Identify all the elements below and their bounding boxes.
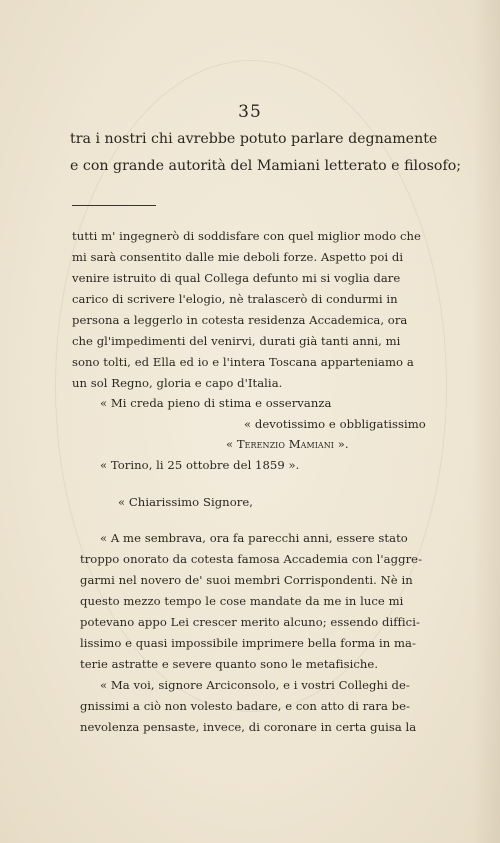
spine-shadow: [472, 0, 500, 843]
text-line: tra i nostri chi avrebbe potuto parlare degnamente: [70, 131, 438, 147]
text-line: nevolenza pensaste, invece, di coronare in certa guisa la: [80, 720, 417, 734]
text-line: « A me sembrava, ora fa parecchi anni, essere stato: [100, 531, 408, 545]
text-line: venire istruito di qual Collega defunto mi si voglia dare: [72, 271, 401, 285]
text-line: mi sarà consentito dalle mie deboli forze. Aspetto poi di: [72, 250, 404, 264]
text-line: « Ma voi, signore Arciconsolo, e i vostri Colleghi de-: [100, 678, 410, 692]
closing-line: « devotissimo e obbligatissimo: [244, 417, 426, 431]
text-line: che gl'impedimenti del venirvi, durati già tanti anni, mi: [72, 334, 401, 348]
text-line: garmi nel novero de' suoi membri Corrispondenti. Nè in: [80, 573, 413, 587]
text-line: sono tolti, ed Ella ed io e l'intera Toscana apparteniamo a: [72, 355, 414, 369]
date-line: « Torino, li 25 ottobre del 1859 ».: [100, 458, 300, 472]
text-line: e con grande autorità del Mamiani letterato e filosofo;: [70, 158, 462, 174]
text-line: tutti m' ingegnerò di soddisfare con quel miglior modo che: [72, 229, 421, 243]
text-line: troppo onorato da cotesta famosa Accademia con l'aggre-: [80, 552, 423, 566]
text-line: gnissimi a ciò non volesto badare, e con atto di rara be-: [80, 699, 410, 713]
closing-line: « Mi creda pieno di stima e osservanza: [100, 396, 332, 410]
text-line: potevano appo Lei crescer merito alcuno; essendo diffici-: [80, 615, 420, 629]
text-line: carico di scrivere l'elogio, nè tralascerò di condurmi in: [72, 292, 398, 306]
salutation-line: « Chiarissimo Signore,: [118, 495, 253, 509]
signature-line: « Terenzio Mamiani ».: [226, 437, 349, 451]
text-line: lissimo e quasi impossibile imprimere bella forma in ma-: [80, 636, 416, 650]
text-line: terie astratte e severe quanto sono le metafisiche.: [80, 657, 379, 671]
section-divider: [72, 205, 156, 206]
page-number: 35: [238, 102, 262, 122]
text-line: questo mezzo tempo le cose mandate da me in luce mi: [80, 594, 404, 608]
text-line: persona a leggerlo in cotesta residenza Accademica, ora: [72, 313, 408, 327]
text-line: un sol Regno, gloria e capo d'Italia.: [72, 376, 283, 390]
